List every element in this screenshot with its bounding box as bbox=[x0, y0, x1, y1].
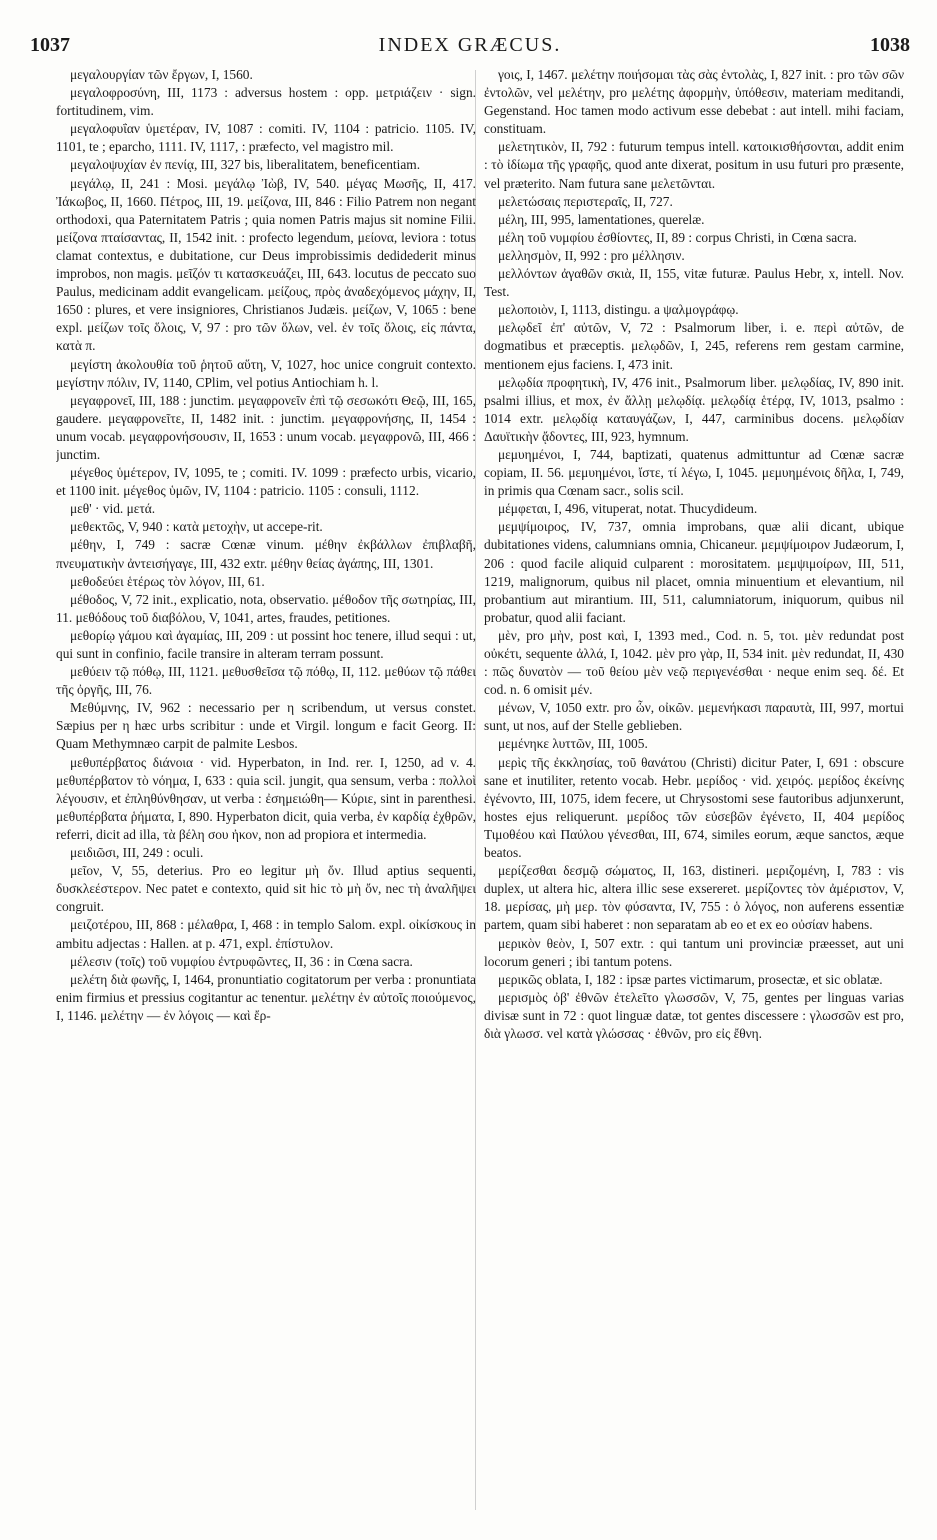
index-entry: μεμψίμοιρος, IV, 737, omnia improbans, quæ alii dicant, ubique dubitationes videns, calumnians omnia, Chicaneur. μεμψίμοιρον Judæorum, I, 206 : quod facile aliquid culparent : morositatem. μεμψιμοίρων, III, 511, 1219, malignorum, quibus nil placet, omnia minuentium et elevantium, nil probantium aut mirantium. III, 511, calumniatorum, iniquorum, quibus nil probatur, quod alii faciant. bbox=[484, 519, 904, 625]
index-entry: μέθοδος, V, 72 init., explicatio, nota, observatio. μέθοδον τῆς σωτηρίας, III, 11. μεθόδους τοῦ διαβόλου, V, 1041, artes, fraudes, petitiones. bbox=[56, 591, 476, 625]
index-entry: μερικὸν θεὸν, I, 507 extr. : qui tantum uni provinciæ præesset, aut uni locorum generi ; ibi tantum potens. bbox=[484, 935, 904, 969]
index-entry: μειζοτέρου, III, 868 : μέλαθρα, I, 468 : in templo Salom. expl. οἰκίσκους in ambitu adjectas : Hallen. at p. 471, expl. ἐπίστυλον. bbox=[56, 917, 476, 951]
index-entry: μέγεθος ὑμέτερον, IV, 1095, te ; comiti. IV. 1099 : præfecto urbis, vicario, et 1100 init. μέγεθος ὑμῶν, IV, 1104 : patricio. 1105 : consuli, 1112. bbox=[56, 465, 476, 499]
index-entry: γοις, I, 1467. μελέτην ποιήσομαι τὰς σὰς ἐντολὰς, I, 827 init. : pro τῶν σῶν ἐντολῶν, vel μελέτην, pro μελέτης ἀφορμὴν, ὑπόθεσιν, materiam meditandi, Gegenstand. Hoc tamen modo activum esse debebat : aut intell. mihi faciam, constituam. bbox=[484, 67, 904, 137]
index-entry: μένων, V, 1050 extr. pro ὧν, οἰκῶν. μεμενήκασι παραυτὰ, III, 997, mortui sunt, ut nos, auf der Stelle geblieben. bbox=[484, 700, 904, 734]
index-entry: μεθεκτῶς, V, 940 : κατὰ μετοχὴν, ut accepe-rit. bbox=[70, 519, 323, 535]
index-entry: μέλεσιν (τοῖς) τοῦ νυμφίου ἐντρυφῶντες, II, 36 : in Cœna sacra. bbox=[70, 953, 413, 969]
index-entry: μεθύειν τῷ πόθῳ, III, 1121. μεθυσθεῖσα τῷ πόθῳ, II, 112. μεθύων τῷ πάθει τῆς ὀργῆς, III, 76. bbox=[56, 664, 476, 698]
index-entry: μέμφεται, I, 496, vituperat, notat. Thucydideum. bbox=[498, 501, 758, 517]
index-entry: μὲν, pro μὴν, post καὶ, I, 1393 med., Cod. n. 5, τοι. μὲν redundat post οὐκέτι, sequente ἀλλά, I, 1042. μὲν pro γὰρ, II, 534 init. μὲν redundat, II, 430 : πῶς δυνατὸν — τοῦ θείου μὲν νεῷ περιγενέσθαι · neque enim seq. δέ. Et cod. n. 6 omisit μέν. bbox=[484, 627, 904, 698]
index-entry: μεγαλοφυΐαν ὑμετέραν, IV, 1087 : comiti. IV, 1104 : patricio. 1105. IV, 1101, te ; eparcho, 1111. IV, 1117, : præfecto, vel magistro mil. bbox=[56, 121, 476, 155]
index-entry: μεγάλῳ, II, 241 : Mosi. μεγάλῳ Ἰὼβ, IV, 540. μέγας Μωσῆς, II, 417. Ἰάκωβος, II, 1660. Πέτρος, III, 19. μείζονα, III, 846 : Filio Patrem non negant orthodoxi, qua Paternitatem Patris ; quia nomen Patris majus sit nomine Filii. μείζονα πταίσαντας, II, 1542 init. : profecto legendum, μείονα, leviora : totus clamat contextus, e dubitatione, cur Deus improbissimis dedidederit minus improbos, non magis. μεῖζόν τι κατασκευάζει, III, 643. locutus de peccato suo Paulus, medicinam addit evangelicam. μείζους, πρὸς ἀναδεχόμενος μάχην, II, 1650 : plures, et vere insigniores, Christianos Judæis. μείζων, V, 1065 : bene expl. μείζων τοῖς ὅλοις, V, 97 : pro τῶν ὅλων, vel. ἐν τοῖς ὅλοις, εἰς πάντα, κατὰ π. bbox=[56, 175, 476, 354]
index-entry: μεμένηκε λυττῶν, III, 1005. bbox=[498, 736, 648, 752]
index-entry: μέλη, III, 995, lamentationes, querelæ. bbox=[498, 211, 705, 227]
index-entry: μερὶς τῆς ἐκκλησίας, τοῦ θανάτου (Christi) dicitur Pater, I, 691 : obscure sane et inutiliter, retento vocab. Hebr. μερίδος · vid. χειρός. μερίδος ἐκείνης ἐγένοντο, III, 1075, idem fecere, ut Chrysostomi sese fautoribus adjunxerunt, hostes ejus reliquerunt. μερίδος τῶν εὐσεβῶν ἐγένετο, II, 404 μερίδος Τιμοθέου καὶ Παύλου γένεσθαι, III, 674, similes eorum, æque sanctos, æque beatos. bbox=[484, 754, 904, 861]
index-entry: μελῳδεῖ ἐπ' αὐτῶν, V, 72 : Psalmorum liber, i. e. περὶ αὐτῶν, de dogmatibus et præceptis. μελῳδῶν, I, 245, referens rem gestam carmine, mentionem ejus faciens. I, 473 init. bbox=[484, 320, 904, 372]
index-entry: μελλόντων ἀγαθῶν σκιὰ, II, 155, vitæ futuræ. Paulus Hebr, x, intell. Nov. Test. bbox=[484, 266, 904, 300]
index-entry: μελοποιὸν, I, 1113, distingu. a ψαλμογράφῳ. bbox=[498, 302, 739, 318]
index-entry: μεγαφρονεῖ, III, 188 : junctim. μεγαφρονεῖν ἐπὶ τῷ σεσωκότι Θεῷ, III, 165, gaudere. μεγαφρονεῖτε, II, 1482 init. : junctim. μεγαφρονήσης, II, 1454 : unum vocab. μεγαφρονήσουσιν, II, 1653 : unum vocab. μεγαφρονῶ, III, 466 : junctim. bbox=[56, 392, 476, 462]
index-entry: μέλη τοῦ νυμφίου ἐσθίοντες, II, 89 : corpus Christi, in Cœna sacra. bbox=[498, 229, 857, 245]
index-entry: μελετητικὸν, II, 792 : futurum tempus intell. κατοικισθήσονται, addit enim : τὸ ἰδίωμα τῆς γραφῆς, quod ante dixerat, positum in usu futuri pro præsente, vel præterito. Nam futura sane μελετῶνται. bbox=[484, 139, 904, 191]
index-entry: μεθυπέρβατος διάνοια · vid. Hyperbaton, in Ind. rer. I, 1250, ad v. 4. μεθυπέρβατον τὸ νόημα, I, 633 : quia scil. jungit, qua sensum, verba : πολλοὶ λέγουσιν, et ἐπληθύνθησαν, ut verba : ἐσημειώθη— Κύριε, sint in parenthesi. μεθυπέρβατα ῥήματα, I, 890. Hyperbaton dicit, quia verba, ἐν καρδίᾳ ἐχθρῶν, referri, dicit ad illa, τὰ βέλη σου ἠκον, non ad propiora et intermedia. bbox=[56, 754, 476, 842]
page-number-left: 1037 bbox=[30, 34, 70, 56]
index-entry: μερισμὸς ὀβ' ἐθνῶν ἐτελεῖτο γλωσσῶν, V, 75, gentes per linguas varias divisæ sunt in 72 : quot linguæ datæ, tot gentes discessere : γλωσσῶν est pro, διὰ γλωσσ. vel κατὰ γλώσσας · ἐθνῶν, pro εἰς ἔθνη. bbox=[484, 989, 904, 1041]
page-header bbox=[30, 34, 910, 60]
page-number-right: 1038 bbox=[870, 34, 910, 56]
index-entry: μεγίστη ἀκολουθία τοῦ ῥητοῦ αὕτη, V, 1027, hoc unice congruit contexto. μεγίστην πόλιν, IV, 1140, CPlim, vel potius Antiochiam h. l. bbox=[56, 356, 476, 390]
index-entry: μεθορίῳ γάμου καὶ ἀγαμίας, III, 209 : ut possint hoc tenere, illud sequi : ut, qui sunt in confinio, facile transire in alteram terram possunt. bbox=[56, 627, 476, 661]
index-entry: μεθ' · vid. μετά. bbox=[70, 501, 156, 517]
index-entry: μερικῶς oblata, I, 182 : ipsæ partes victimarum, prosectæ, et sic oblatæ. bbox=[498, 971, 883, 987]
page-title: INDEX GRÆCUS. bbox=[378, 34, 562, 56]
index-entry: μειδιῶσι, III, 249 : oculi. bbox=[70, 845, 204, 861]
index-entry: μελῳδία προφητικὴ, IV, 476 init., Psalmorum liber. μελῳδίας, IV, 890 init. psalmi illius, et mox, ἐν ἄλλῃ μελῳδίᾳ. μελῳδίᾳ ἑτέρᾳ, IV, 1013, psalmo : 1014 extr. μελῳδίᾳ καταυγάζων, I, 447, carminibus docens. μελῳδίαν Δαυϊτικὴν ᾄδοντες, III, 923, hymnum. bbox=[484, 374, 904, 444]
index-entry: μεγαλουργίαν τῶν ἔργων, I, 1560. bbox=[70, 67, 253, 82]
index-entry: μεγαλοψυχίαν ἐν πενίᾳ, III, 327 bis, liberalitatem, beneficentiam. bbox=[70, 157, 421, 173]
right-column bbox=[484, 66, 904, 1526]
index-entry: μεγαλοφροσύνη, III, 1173 : adversus hostem : opp. μετριάζειν · sign. fortitudinem, vim. bbox=[56, 85, 476, 119]
index-entry: μελέτη διὰ φωνῆς, I, 1464, pronuntiatio cogitatorum per verba : pronuntiata enim firmius et pressius cogitantur ac tenentur. μελέτην ἐν αὐτοῖς ποιούμενος, I, 1146. μελέτην — ἐν λόγοις — καὶ ἔρ- bbox=[56, 971, 476, 1023]
index-entry: μέθην, I, 749 : sacræ Cœnæ vinum. μέθην ἐκβάλλων ἐπιβλαβῆ, πνευματικὴν ἀντεισήγαγε, III, 432 extr. μέθην θείας ἀγάπης, III, 1301. bbox=[56, 537, 476, 571]
index-entry: μελετώσαις περιστεραῖς, II, 727. bbox=[498, 193, 673, 209]
index-entry: μεμυημένοι, I, 744, baptizati, quatenus admittuntur ad Cœnæ sacræ copiam, II. 56. μεμυημένοι, ἴστε, τί λέγω, I, 1045. μεμυημένοις δῆλα, I, 749, in primis qua Cœnam sacr., solis scil. bbox=[484, 446, 904, 499]
index-entry: μερίζεσθαι δεσμῷ σώματος, II, 163, distineri. μεριζομένη, I, 783 : vis duplex, ut altera hic, altera illic sese exsereret. μερίζοντες τὸν ἀμέριστον, V, 18. μερίσας, μὴ μερ. τὸν φύσαντα, IV, 755 : ὁ λόγος, non auferens essentiæ partem, quam sibi haberet : non separatam ab eo et ex eo οὐσίαν habens. bbox=[484, 863, 904, 933]
index-entry: μεῖον, V, 55, deterius. Pro eo legitur μὴ ὄν. Illud aptius sequenti, δυσκλεέστερον. Nec patet e contexto, quid sit hic τὸ μὴ ὄν, nec τὴ ἀναλῆψει congruit. bbox=[56, 863, 476, 915]
left-column bbox=[56, 66, 476, 1526]
index-entry: Μεθύμνης, IV, 962 : necessario per η scribendum, ut versus constet. Sæpius per η hæc urbs scribitur : unde et Virgil. longum e facit Georg. II: Quam Methymnæo carpit de palmite Lesbos. bbox=[56, 700, 476, 752]
index-entry: μεθοδεύει ἑτέρως τὸν λόγον, III, 61. bbox=[70, 573, 265, 589]
index-entry: μελλησμὸν, II, 992 : pro μέλλησιν. bbox=[498, 247, 685, 263]
